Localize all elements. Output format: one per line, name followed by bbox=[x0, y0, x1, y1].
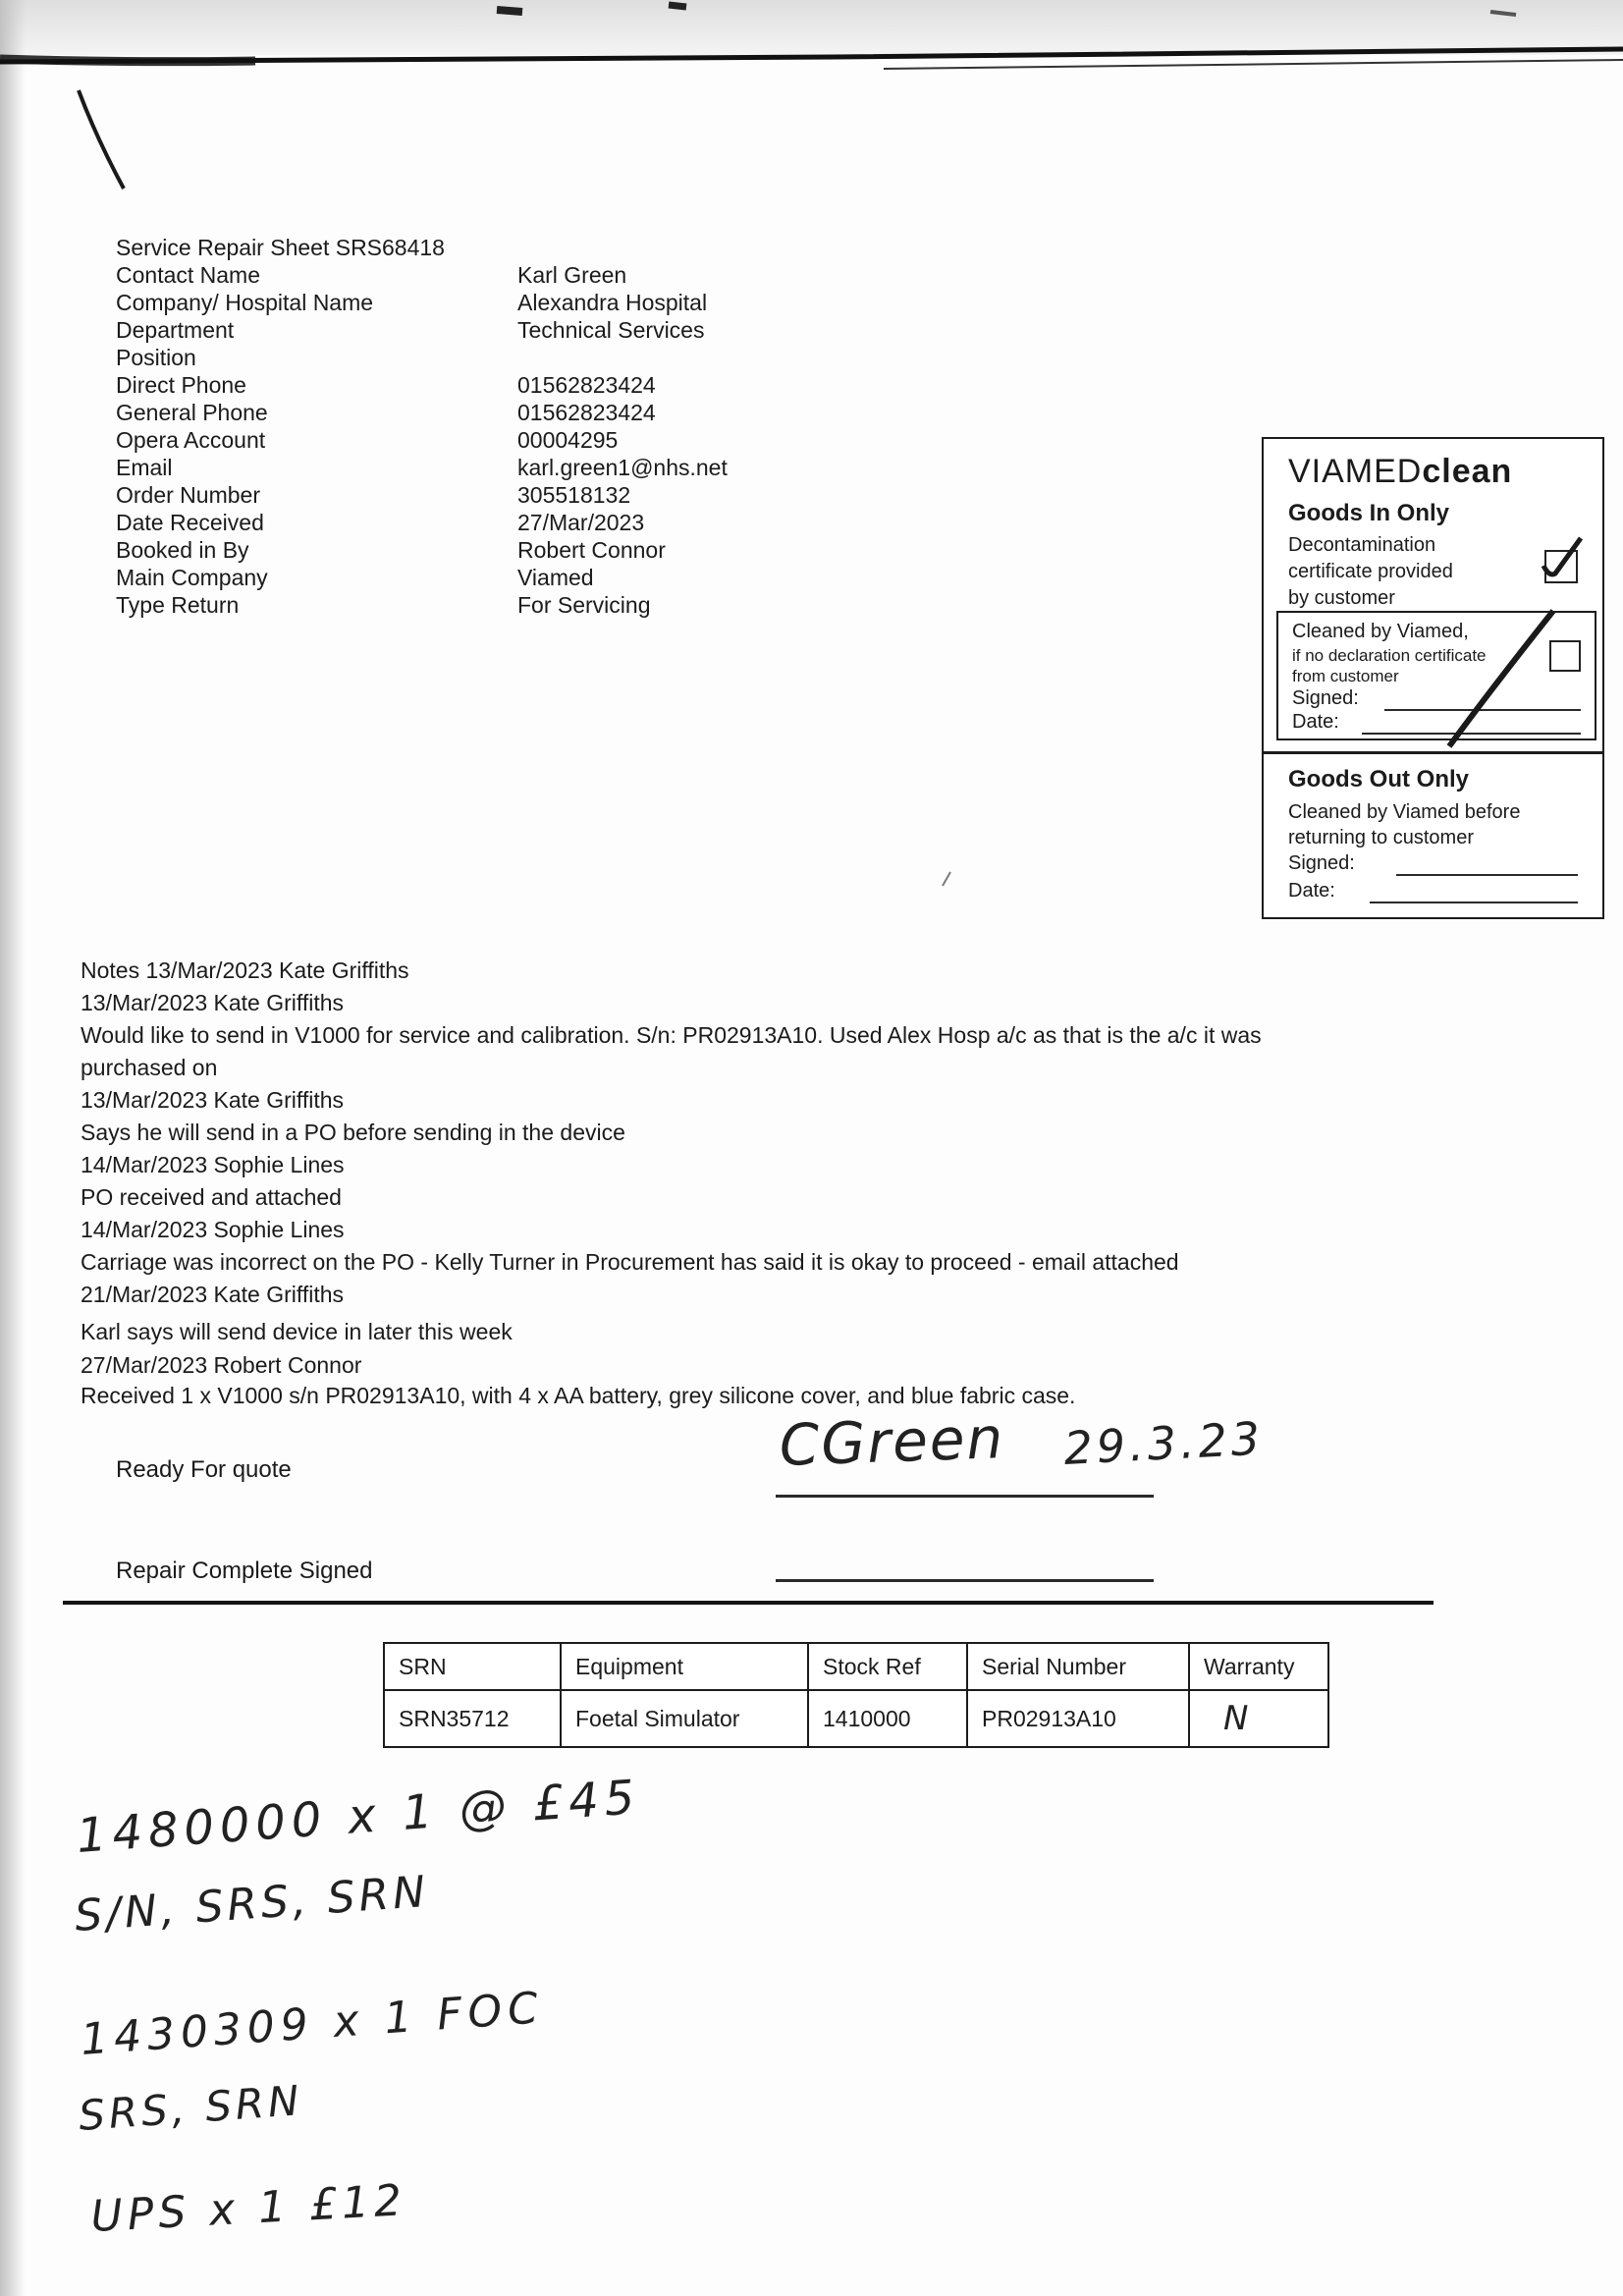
field-label-order-number: Order Number bbox=[116, 482, 260, 508]
equipment-table bbox=[383, 1642, 1329, 1748]
cell-warranty-handwritten: N bbox=[1189, 1690, 1328, 1747]
goods-out-line-2: returning to customer bbox=[1288, 827, 1474, 848]
handwritten-refs-line-1: S/N, SRS, SRN bbox=[73, 1866, 431, 1941]
section-divider-rule bbox=[63, 1601, 1434, 1605]
cleaned-date-label: Date: bbox=[1292, 711, 1339, 733]
scan-line-thin bbox=[884, 60, 1623, 69]
table-header-warranty: Warranty bbox=[1189, 1643, 1328, 1690]
goods-out-title: Goods Out Only bbox=[1288, 766, 1469, 793]
cleaned-signed-line bbox=[1384, 709, 1581, 711]
note-line: Says he will send in a PO before sending in the device bbox=[81, 1120, 625, 1145]
note-line: Would like to send in V1000 for service and calibration. S/n: PR02913A10. Used Alex Hosp a/c as that is the a/c it was bbox=[81, 1022, 1262, 1048]
cleaned-by-viamed-box bbox=[1276, 611, 1596, 740]
goods-out-signed-label: Signed: bbox=[1288, 852, 1355, 874]
scan-left-shadow bbox=[0, 0, 26, 2296]
field-value-booked-in-by: Robert Connor bbox=[517, 537, 666, 563]
goods-out-panel bbox=[1262, 752, 1604, 919]
note-line: PO received and attached bbox=[81, 1184, 342, 1210]
table-row bbox=[384, 1690, 1328, 1747]
cell-stock-ref: 1410000 bbox=[808, 1690, 967, 1747]
note-line: 13/Mar/2023 Kate Griffiths bbox=[81, 990, 345, 1015]
table-header-equipment: Equipment bbox=[561, 1643, 808, 1690]
signature-handwriting: CGreen bbox=[778, 1404, 1006, 1479]
table-header-row bbox=[384, 1643, 1328, 1690]
note-line: Received 1 x V1000 s/n PR02913A10, with 4 x AA battery, grey silicone cover, and blue fabric case. bbox=[81, 1383, 1076, 1408]
field-label-type-return: Type Return bbox=[116, 592, 240, 618]
handwritten-price-line-2: 1430309 x 1 FOC bbox=[79, 1983, 546, 2065]
note-line: 14/Mar/2023 Sophie Lines bbox=[81, 1152, 345, 1177]
field-label-date-received: Date Received bbox=[116, 510, 264, 535]
cleaned-checkbox bbox=[1549, 640, 1581, 672]
pen-stroke-top-left bbox=[79, 90, 124, 189]
field-value-type-return: For Servicing bbox=[517, 592, 651, 618]
cell-srn: SRN35712 bbox=[384, 1690, 561, 1747]
goods-in-panel bbox=[1262, 437, 1604, 753]
field-label-contact-name: Contact Name bbox=[116, 262, 261, 288]
brand-bold: clean bbox=[1422, 453, 1513, 490]
cell-serial-number: PR02913A10 bbox=[967, 1690, 1189, 1747]
note-line: 14/Mar/2023 Sophie Lines bbox=[81, 1217, 345, 1242]
signature-date-handwriting: 29.3.23 bbox=[1062, 1411, 1266, 1475]
field-label-department: Department bbox=[116, 317, 235, 343]
ready-signature-line bbox=[776, 1495, 1154, 1498]
goods-out-date-line bbox=[1370, 902, 1578, 903]
brand-light: VIAMED bbox=[1288, 453, 1423, 490]
stray-pen-mark bbox=[943, 872, 950, 886]
field-label-email: Email bbox=[116, 455, 173, 480]
cleaned-date-line bbox=[1362, 733, 1581, 735]
field-label-booked-in-by: Booked in By bbox=[116, 537, 249, 563]
field-label-opera-account: Opera Account bbox=[116, 427, 266, 453]
field-value-company: Alexandra Hospital bbox=[517, 290, 708, 315]
note-line: Notes 13/Mar/2023 Kate Griffiths bbox=[81, 957, 409, 983]
field-value-email: karl.green1@nhs.net bbox=[517, 455, 728, 480]
cleaned-line-3: from customer bbox=[1292, 667, 1399, 685]
field-value-date-received: 27/Mar/2023 bbox=[517, 510, 645, 535]
goods-out-date-label: Date: bbox=[1288, 880, 1335, 902]
field-value-main-company: Viamed bbox=[517, 565, 594, 590]
handwritten-price-line-1: 1480000 x 1 @ £45 bbox=[75, 1770, 642, 1864]
cleaned-line-2: if no declaration certificate bbox=[1292, 646, 1487, 665]
handwritten-price-line-3: UPS x 1 £12 bbox=[89, 2175, 408, 2242]
decon-line-2: certificate provided bbox=[1288, 561, 1453, 582]
note-line: 21/Mar/2023 Kate Griffiths bbox=[81, 1282, 345, 1307]
cleaned-signed-label: Signed: bbox=[1292, 687, 1359, 709]
ready-for-quote-label: Ready For quote bbox=[116, 1456, 292, 1483]
page-title: Service Repair Sheet SRS68418 bbox=[116, 235, 445, 260]
field-value-contact-name: Karl Green bbox=[517, 262, 627, 288]
note-line: 13/Mar/2023 Kate Griffiths bbox=[81, 1087, 345, 1113]
decon-checkbox bbox=[1544, 550, 1578, 583]
table-header-serial-number: Serial Number bbox=[967, 1643, 1189, 1690]
handwritten-refs-line-2: SRS, SRN bbox=[77, 2076, 304, 2140]
note-line: 27/Mar/2023 Robert Connor bbox=[81, 1352, 362, 1378]
field-value-opera-account: 00004295 bbox=[517, 427, 619, 453]
field-label-general-phone: General Phone bbox=[116, 400, 268, 425]
cell-equipment: Foetal Simulator bbox=[561, 1690, 808, 1747]
cleaned-line-1: Cleaned by Viamed, bbox=[1292, 621, 1469, 642]
note-line: Carriage was incorrect on the PO - Kelly Turner in Procurement has said it is okay to proceed - email attached bbox=[81, 1249, 1179, 1275]
decon-line-3: by customer bbox=[1288, 587, 1395, 609]
field-label-main-company: Main Company bbox=[116, 565, 268, 590]
repair-complete-label: Repair Complete Signed bbox=[116, 1558, 373, 1584]
field-label-position: Position bbox=[116, 345, 196, 370]
scan-top-shadow bbox=[0, 0, 1623, 55]
scan-line-thick bbox=[0, 59, 255, 62]
decon-line-1: Decontamination bbox=[1288, 534, 1436, 556]
field-label-direct-phone: Direct Phone bbox=[116, 372, 246, 398]
table-header-stock-ref: Stock Ref bbox=[808, 1643, 967, 1690]
field-value-general-phone: 01562823424 bbox=[517, 400, 656, 425]
goods-out-signed-line bbox=[1396, 874, 1578, 876]
field-value-direct-phone: 01562823424 bbox=[517, 372, 656, 398]
viamedclean-logo bbox=[1288, 453, 1512, 491]
field-value-department: Technical Services bbox=[517, 317, 705, 343]
note-line: Karl says will send device in later this week bbox=[81, 1319, 513, 1344]
table-header-srn: SRN bbox=[384, 1643, 561, 1690]
repair-signature-line bbox=[776, 1579, 1154, 1582]
goods-in-title: Goods In Only bbox=[1288, 500, 1450, 526]
goods-out-line-1: Cleaned by Viamed before bbox=[1288, 801, 1521, 823]
note-line: purchased on bbox=[81, 1055, 218, 1080]
field-value-order-number: 305518132 bbox=[517, 482, 631, 508]
field-label-company: Company/ Hospital Name bbox=[116, 290, 374, 315]
